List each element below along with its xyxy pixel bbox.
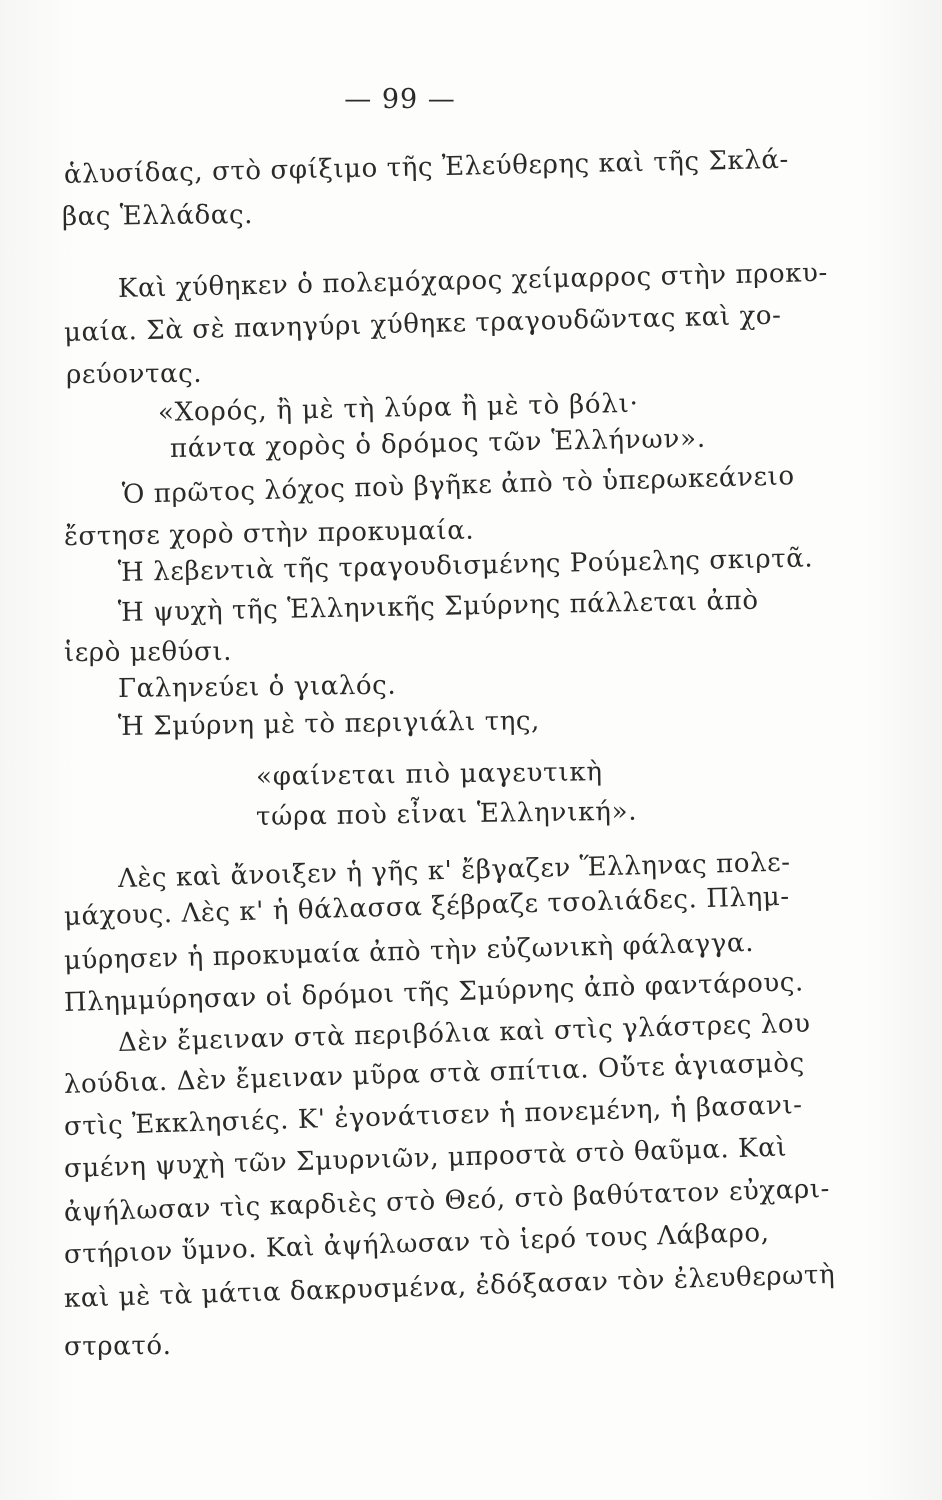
text-line: Πλημμύρησαν οἱ δρόμοι τῆς Σμύρνης ἀπὸ φαντάρους.: [63, 967, 805, 1018]
text-line: Λὲς καὶ ἄνοιξεν ἡ γῆς κ' ἔβγαζεν Ἕλληνας πολε-: [117, 847, 791, 894]
text-line: Ἡ Σμύρνη μὲ τὸ περιγιάλι της,: [117, 706, 541, 742]
text-line: βας Ἑλλάδας.: [61, 200, 254, 232]
text-line: Καὶ χύθηκεν ὁ πολεμόχαρος χείμαρρος στὴν προκυ-: [117, 257, 829, 304]
text-line: μάχους. Λὲς κ' ἡ θάλασσα ξέβραζε τσολιάδες. Πλημ-: [63, 881, 791, 932]
page-number: — 99 —: [344, 84, 456, 115]
text-line: ἱερὸ μεθύσι.: [63, 636, 233, 668]
text-line: στὶς Ἐκκλησιές. Κ' ἐγονάτισεν ἡ πονεμένη, ἡ βασανι-: [63, 1090, 803, 1142]
text-line: Ὁ πρῶτος λόχος ποὺ βγῆκε ἀπὸ τὸ ὑπερωκεάνειο: [121, 461, 796, 510]
text-line: Δὲν ἔμειναν στὰ περιβόλια καὶ στὶς γλάστρες λου: [117, 1008, 811, 1058]
text-line: ἀψήλωσαν τὶς καρδιὲς στὸ Θεό, στὸ βαθύτατον εὐχαρι-: [63, 1173, 831, 1228]
text-line: Ἡ λεβεντιὰ τῆς τραγουδισμένης Ρούμελης σκιρτᾶ.: [117, 543, 814, 588]
text-line: ἔστησε χορὸ στὴν προκυμαία.: [63, 515, 475, 552]
text-line: μαία. Σὰ σὲ πανηγύρι χύθηκε τραγουδῶντας καὶ χο-: [63, 300, 782, 348]
verse-line: τώρα ποὺ εἶναι Ἑλληνική».: [255, 796, 638, 832]
verse-line: «φαίνεται πιὸ μαγευτικὴ: [255, 757, 604, 792]
text-line: καὶ μὲ τὰ μάτια δακρυσμένα, ἐδόξασαν τὸν ἐλευθερωτὴ: [63, 1259, 836, 1314]
text-line: Γαληνεύει ὁ γιαλός.: [117, 670, 397, 704]
text-line: στρατό.: [63, 1330, 172, 1362]
text-line: ρεύοντας.: [65, 358, 203, 390]
verse-line: «Χορός, ἢ μὲ τὴ λύρα ἢ μὲ τὸ βόλι·: [157, 388, 639, 428]
text-line: μύρησεν ἡ προκυμαία ἀπὸ τὴν εὐζωνικὴ φάλαγγα.: [63, 927, 755, 976]
text-line: σμένη ψυχὴ τῶν Σμυρνιῶν, μπροστὰ στὸ θαῦμα. Καὶ: [63, 1132, 788, 1184]
text-line: ἁλυσίδας, στὸ σφίξιμο τῆς Ἐλεύθερης καὶ τῆς Σκλά-: [63, 144, 790, 190]
text-line: Ἡ ψυχὴ τῆς Ἑλληνικῆς Σμύρνης πάλλεται ἀπὸ: [117, 585, 759, 628]
text-line: στήριον ὕμνο. Καὶ ἀψήλωσαν τὸ ἱερό τους Λάβαρο,: [63, 1217, 770, 1270]
text-line: λούδια. Δὲν ἔμειναν μῦρα στὰ σπίτια. Οὔτε ἁγιασμὸς: [63, 1048, 806, 1100]
verse-line: πάντα χορὸς ὁ δρόμος τῶν Ἑλλήνων».: [169, 423, 707, 464]
